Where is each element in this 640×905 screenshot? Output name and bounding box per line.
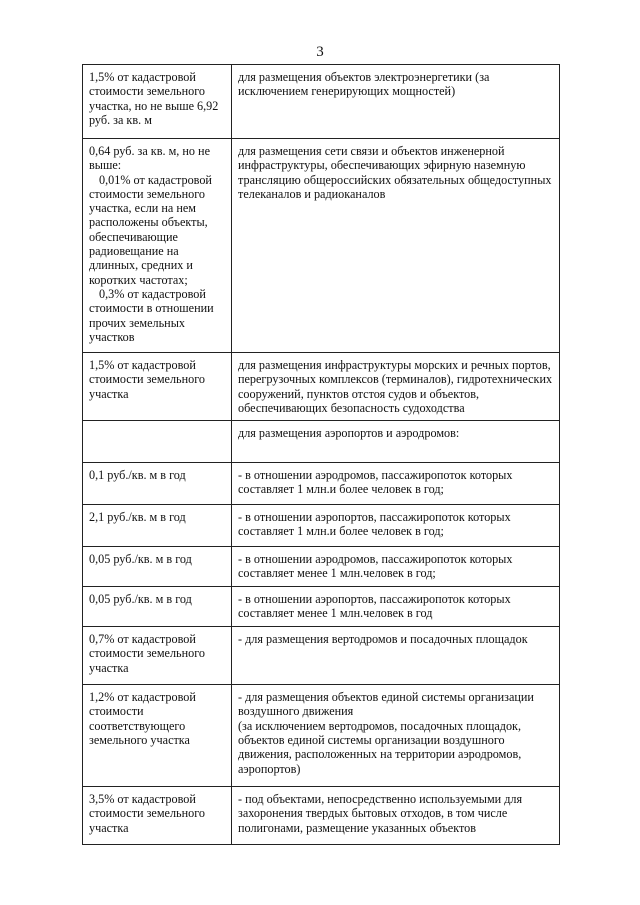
rate-cell bbox=[83, 685, 232, 787]
purpose-text: - в отношении аэропортов, пассажиропоток которых составляет 1 млн.и более человек в год; bbox=[238, 510, 511, 539]
purpose-text: - в отношении аэропортов, пассажиропоток которых составляет менее 1 млн.человек в год bbox=[238, 592, 511, 621]
rate-text: 0,1 руб./кв. м в год bbox=[89, 468, 186, 483]
page-number: 3 bbox=[316, 44, 324, 60]
table-row bbox=[83, 627, 560, 685]
purpose-cell bbox=[232, 353, 560, 421]
purpose-cell bbox=[232, 685, 560, 787]
purpose-text: - в отношении аэродромов, пассажиропоток которых составляет менее 1 млн.человек в год; bbox=[238, 552, 513, 581]
rate-cell bbox=[83, 547, 232, 587]
rate-cell bbox=[83, 139, 232, 353]
purpose-cell bbox=[232, 463, 560, 505]
table-row bbox=[83, 547, 560, 587]
purpose-cell bbox=[232, 547, 560, 587]
rate-text: 1,5% от кадастровой стоимости земельного участка bbox=[89, 358, 205, 401]
purpose-text: - в отношении аэродромов, пассажиропоток которых составляет 1 млн.и более человек в год; bbox=[238, 468, 513, 497]
table-row bbox=[83, 139, 560, 353]
purpose-cell bbox=[232, 787, 560, 845]
purpose-cell bbox=[232, 421, 560, 463]
purpose-text: (за исключением вертодромов, посадочных площадок, объектов единой системы организации воздушного движения, расположенных на территории аэродромов, аэропортов) bbox=[238, 718, 522, 776]
rate-text: 2,1 руб./кв. м в год bbox=[89, 510, 186, 525]
rate-cell bbox=[83, 627, 232, 685]
purpose-cell bbox=[232, 505, 560, 547]
table-row bbox=[83, 685, 560, 787]
rate-text: 0,3% от кадастровой стоимости в отношении прочих земельных участков bbox=[89, 286, 214, 344]
table-row bbox=[83, 65, 560, 139]
table-row bbox=[83, 463, 560, 505]
table-row bbox=[83, 587, 560, 627]
purpose-text: для размещения аэропортов и аэродромов: bbox=[238, 426, 460, 441]
purpose-text: - под объектами, непосредственно используемыми для захоронения твердых бытовых отходов, в том числе полигонами, размещение указанных объектов bbox=[238, 792, 523, 835]
rate-cell bbox=[83, 421, 232, 463]
rate-text: 0,7% от кадастровой стоимости земельного участка bbox=[89, 632, 205, 675]
purpose-text: - для размещения вертодромов и посадочных площадок bbox=[238, 632, 528, 647]
purpose-text: для размещения объектов электроэнергетики (за исключением генерирующих мощностей) bbox=[238, 70, 490, 99]
rate-text: 0,01% от кадастровой стоимости земельного участка, если на нем расположены объекты, обеспечивающие радиовещание на длинных, средних и коротких частотах; bbox=[89, 172, 212, 287]
rate-text: 0,05 руб./кв. м в год bbox=[89, 552, 192, 567]
rate-cell bbox=[83, 587, 232, 627]
purpose-cell bbox=[232, 627, 560, 685]
purpose-text: - для размещения объектов единой системы организации воздушного движения bbox=[238, 690, 534, 719]
rate-text: 3,5% от кадастровой стоимости земельного участка bbox=[89, 792, 205, 835]
purpose-cell bbox=[232, 139, 560, 353]
rate-cell bbox=[83, 463, 232, 505]
rate-cell bbox=[83, 65, 232, 139]
purpose-cell bbox=[232, 587, 560, 627]
purpose-cell bbox=[232, 65, 560, 139]
rate-text: 1,2% от кадастровой стоимости соответствующего земельного участка bbox=[89, 690, 196, 748]
purpose-text: для размещения сети связи и объектов инженерной инфраструктуры, обеспечивающих эфирную наземную трансляцию общероссийских обязательных общедоступных телеканалов и радиоканалов bbox=[238, 144, 552, 201]
rate-text: 0,05 руб./кв. м в год bbox=[89, 592, 192, 607]
rate-text: 0,64 руб. за кв. м, но не выше: bbox=[89, 144, 210, 173]
table-row bbox=[83, 353, 560, 421]
rate-cell bbox=[83, 787, 232, 845]
table-row bbox=[83, 421, 560, 463]
rate-text: 1,5% от кадастровой стоимости земельного участка, но не выше 6,92 руб. за кв. м bbox=[89, 70, 219, 127]
rate-cell bbox=[83, 353, 232, 421]
table-row bbox=[83, 505, 560, 547]
rate-cell bbox=[83, 505, 232, 547]
rates-table bbox=[82, 64, 560, 845]
purpose-text: для размещения инфраструктуры морских и речных портов, перегрузочных комплексов (терминалов), гидротехнических сооружений, пунктов отстоя судов и объектов, обеспечивающих безопасность судоходства bbox=[238, 358, 553, 415]
table-row bbox=[83, 787, 560, 845]
